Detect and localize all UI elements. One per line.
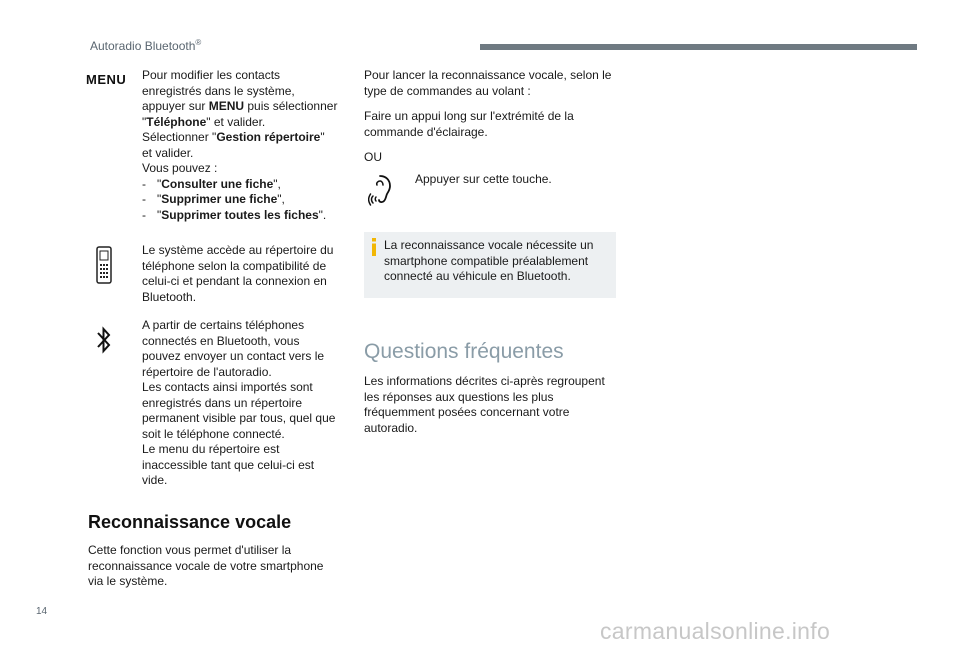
touch-text: Appuyer sur cette touche. [415, 172, 552, 186]
menu-key-label: MENU [86, 72, 127, 87]
watermark: carmanualsonline.info [600, 618, 831, 644]
info-icon [370, 238, 378, 256]
menu-instructions: Pour modifier les contacts enregistrés dans le système, appuyer sur MENU puis sélectionner "Téléphone" et valider. Sélectionner "Gestion répertoire" et valider. Vous pouvez : - "Consulter une fiche", - "Supprimer une fiche", - "Supprimer toutes les fiches". [142, 68, 338, 222]
voice-command-icon [368, 172, 398, 206]
page-number: 14 [36, 606, 48, 617]
press-paragraph: Faire un appui long sur l'extrémité de la commande d'éclairage. [364, 109, 574, 139]
or-label: OU [364, 150, 382, 164]
launch-paragraph: Pour lancer la reconnaissance vocale, selon le type de commandes au volant : [364, 68, 612, 98]
phone-icon [96, 246, 112, 284]
section-heading-reconnaissance: Reconnaissance vocale [88, 512, 292, 532]
info-text: La reconnaissance vocale nécessite un smartphone compatible préalablement connecté au véhicule en Bluetooth. [384, 238, 594, 283]
header-title: Autoradio Bluetooth® [90, 38, 202, 53]
registered-mark: ® [195, 38, 202, 47]
reconnaissance-paragraph: Cette fonction vous permet d'utiliser la reconnaissance vocale de votre smartphone via le système. [88, 543, 324, 588]
phone-paragraph: Le système accède au répertoire du téléphone selon la compatibilité de celui-ci et pendant la connexion en Bluetooth. [142, 243, 334, 304]
bluetooth-paragraph: A partir de certains téléphones connectés en Bluetooth, vous pouvez envoyer un contact vers le répertoire de l'autoradio. Les contacts ainsi importés sont enregistrés dans un répertoire permanent visible par tous, quel que soit le téléphone connecté. Le menu du répertoire est inaccessible tant que celui-ci est vide. [142, 318, 336, 487]
section-heading-faq: Questions fréquentes [364, 340, 564, 363]
faq-paragraph: Les informations décrites ci-après regroupent les réponses aux questions les plus fréquemment posées concernant votre autoradio. [364, 374, 605, 435]
header-bar [480, 44, 917, 50]
bluetooth-icon [96, 326, 112, 354]
